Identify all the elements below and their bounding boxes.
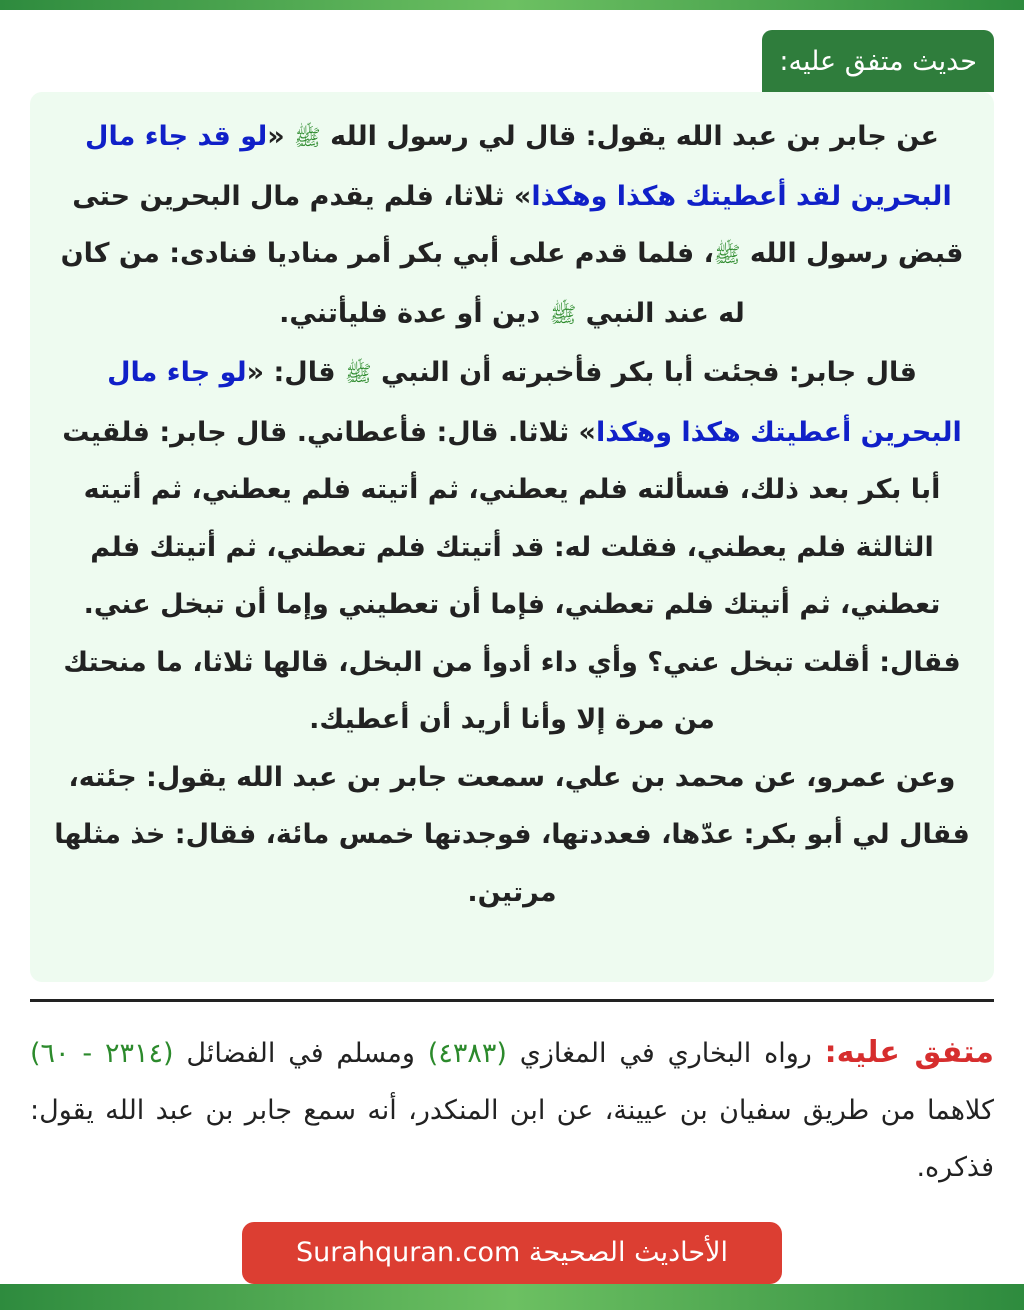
source-attribution (30, 1024, 994, 1196)
hadith-text: دين أو عدة فليأتني. (279, 297, 541, 329)
hadith-paragraph-3: وعن عمرو، عن محمد بن علي، سمعت جابر بن عبد الله يقول: جئته، فقال لي أبو بكر: عدّها، فعددتها، فوجدتها خمس مائة، فقال: خذ مثلها مرتين. (54, 761, 970, 908)
hadith-text: عن جابر بن عبد الله يقول: قال لي رسول الله (330, 121, 939, 152)
source-text: ومسلم في الفضائل (186, 1038, 415, 1069)
quote-open: « (267, 121, 285, 152)
honorific-symbol: ﷺ (294, 126, 321, 151)
site-footer-link[interactable]: الأحاديث الصحيحة Surahquran.com (242, 1222, 782, 1284)
prophet-quote: لو جاء مال البحرين أعطيتك هكذا وهكذا (107, 357, 962, 448)
hadith-text: ، فلما قدم على أبي بكر أمر مناديا فنادى: من كان له عند النبي (60, 238, 745, 329)
honorific-symbol: ﷺ (549, 302, 577, 328)
hadith-number: (٢٣١٤ - ٦٠) (30, 1038, 174, 1069)
hadith-number: (٤٣٨٣) (427, 1038, 507, 1069)
hadith-text-box (30, 92, 994, 982)
prophet-quote: لو قد جاء مال البحرين لقد أعطيتك هكذا وهكذا (85, 121, 952, 212)
source-heading: متفق عليه: (824, 1035, 994, 1070)
hadith-text: » ثلاثا، فلم يقدم مال البحرين حتى قبض رسول الله (72, 180, 964, 269)
hadith-text: » ثلاثا. قال: فأعطاني. قال جابر: فلقيت أبا بكر بعد ذلك، فسألته فلم يعطني، ثم أتيته فلم يعطني، ثم أتيته الثالثة فلم يعطني، فقلت له: قد أتيتك فلم تعطني، ثم أتيتك فلم تعطني، ثم أتيتك فلم تعطني، فإما أن تعطيني وإما أن تبخل عني. فقال: أقلت تبخل عني؟ وأي داء أدوأ من البخل، قالها ثلاثا، ما منحتك من مرة إلا وأنا أريد أن أعطيك. (62, 416, 961, 735)
source-text: كلاهما من طريق سفيان بن عيينة، عن ابن المنكدر، أنه سمع جابر بن عبد الله يقول: فذكره. (30, 1095, 994, 1183)
hadith-text: قال جابر: فجئت أبا بكر فأخبرته أن النبي (380, 357, 917, 388)
honorific-symbol: ﷺ (713, 243, 741, 268)
bottom-decorative-bar (0, 1284, 1024, 1310)
hadith-paragraph-1 (52, 108, 972, 344)
section-divider (30, 999, 994, 1002)
hadith-type-tag: حديث متفق عليه: (762, 30, 994, 92)
hadith-text: قال: « (246, 357, 336, 388)
honorific-symbol: ﷺ (344, 362, 372, 387)
top-decorative-bar (0, 0, 1024, 10)
source-text: رواه البخاري في المغازي (519, 1038, 812, 1069)
hadith-paragraph-2 (52, 344, 972, 749)
